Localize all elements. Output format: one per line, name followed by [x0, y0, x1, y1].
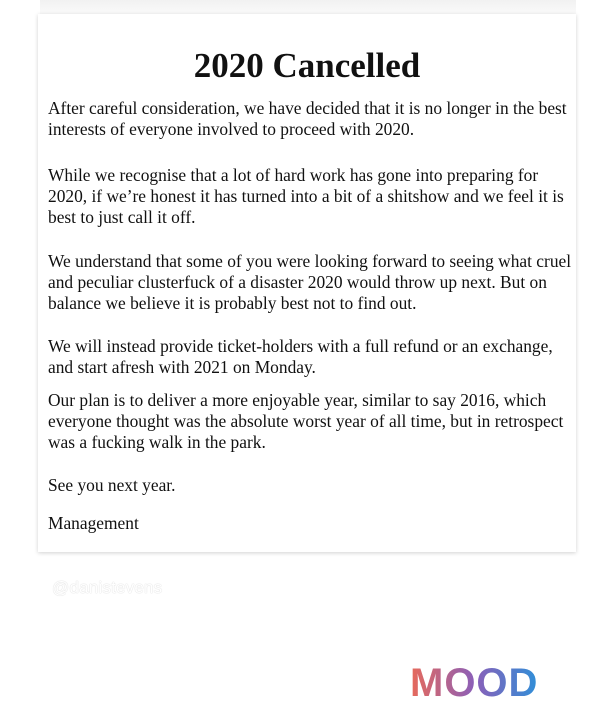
username-watermark: @danistevens — [52, 578, 163, 597]
signature-management: Management — [48, 513, 139, 533]
paragraph-2: While we recognise that a lot of hard work has gone into preparing for 2020, if we’re honest it has turned into a bit of a shitshow and we feel it is best to just call it off. — [48, 165, 564, 227]
paragraph-3: We understand that some of you were looking forward to seeing what cruel and peculiar clusterfuck of a disaster 2020 would throw up next. But on balance we believe it is probably best not to find out. — [48, 251, 572, 313]
paragraph-6: See you next year. — [48, 475, 176, 495]
top-shadow-strip — [40, 0, 576, 14]
notice-card — [38, 14, 576, 552]
paragraph-1: After careful consideration, we have decided that it is no longer in the best interests of everyone involved to proceed with 2020. — [48, 98, 567, 139]
mood-logo — [410, 662, 570, 702]
notice-title: 2020 Cancelled — [193, 46, 421, 85]
paragraph-4: We will instead provide ticket-holders with a full refund or an exchange, and start afresh with 2021 on Monday. — [48, 336, 553, 377]
paragraph-5: Our plan is to deliver a more enjoyable year, similar to say 2016, which everyone thought was the absolute worst year of all time, but in retrospect was a fucking walk in the park. — [48, 390, 564, 452]
mood-logo-text: MOOD — [410, 662, 539, 702]
